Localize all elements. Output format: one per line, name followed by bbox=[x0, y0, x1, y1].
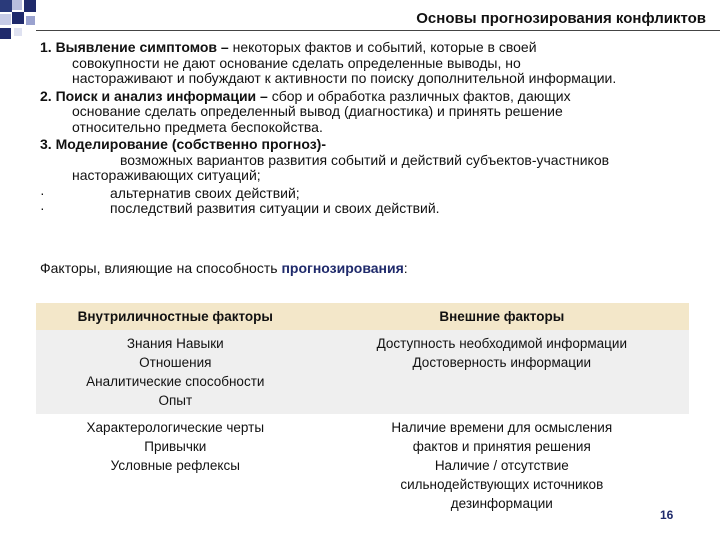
item-heading: 3. Моделирование (собственно прогноз)- bbox=[40, 136, 326, 152]
cell-line: Знания Навыки bbox=[126, 336, 224, 351]
item-heading: 2. Поиск и анализ информации – bbox=[40, 87, 272, 104]
cell-line: Наличие / отсутствие bbox=[434, 458, 569, 473]
cell-line: Достоверность информации bbox=[412, 355, 592, 370]
table-cell bbox=[36, 414, 315, 517]
list-item bbox=[40, 40, 712, 87]
list-item bbox=[40, 137, 712, 184]
table-header-row bbox=[36, 303, 689, 330]
cell-line: Характерологические черты bbox=[86, 420, 265, 435]
cell-line: Привычки bbox=[144, 439, 207, 454]
item-text: настораживающих ситуаций; bbox=[72, 167, 261, 183]
factors-intro bbox=[40, 260, 408, 276]
title-divider bbox=[36, 30, 720, 31]
cell-line: Доступность необходимой информации bbox=[376, 336, 627, 351]
slide-title: Основы прогнозирования конфликтов bbox=[416, 10, 706, 27]
bullet-marker: · bbox=[40, 200, 45, 216]
deco-square bbox=[12, 0, 22, 10]
item-text: возможных вариантов развития событий и действий субъектов-участников bbox=[120, 151, 610, 168]
bullet-text: последствий развития ситуации и своих действий. bbox=[110, 200, 440, 216]
item-text: настораживают и побуждают к активности по поиску дополнительной информации. bbox=[72, 70, 617, 86]
item-text: основание сделать определенный вывод (диагностика) и принять решение bbox=[72, 103, 563, 119]
table-row bbox=[36, 414, 689, 517]
cell-line: Условные рефлексы bbox=[110, 458, 240, 473]
cell-line: Отношения bbox=[139, 355, 212, 370]
factors-table bbox=[36, 303, 689, 517]
content-list bbox=[40, 40, 712, 217]
deco-square bbox=[14, 28, 22, 36]
table-cell bbox=[315, 330, 689, 414]
column-header-external: Внешние факторы bbox=[315, 303, 689, 330]
factors-prefix: Факторы, влияющие на способность bbox=[40, 260, 282, 276]
item-text: некоторых фактов и событий, которые в своей bbox=[232, 39, 537, 55]
item-text: совокупности не дают основание сделать определенные выводы, но bbox=[72, 54, 521, 71]
table-cell bbox=[36, 330, 315, 414]
cell-line: дезинформации bbox=[450, 496, 553, 511]
table-row bbox=[36, 330, 689, 414]
cell-line: Аналитические способности bbox=[86, 374, 265, 389]
sub-bullet bbox=[40, 186, 712, 202]
deco-square bbox=[0, 28, 11, 39]
table-cell bbox=[315, 414, 689, 517]
cell-line: сильнодействующих источников bbox=[400, 477, 604, 492]
item-text: относительно предмета беспокойства. bbox=[72, 118, 323, 135]
item-text: сбор и обработка различных фактов, дающих bbox=[271, 87, 571, 104]
page-number: 16 bbox=[660, 508, 674, 522]
cell-line: Наличие времени для осмысления bbox=[391, 420, 613, 435]
column-header-internal: Внутриличностные факторы bbox=[36, 303, 315, 330]
factors-keyword: прогнозирования bbox=[281, 260, 404, 276]
cell-line: Опыт bbox=[158, 393, 193, 408]
bullet-marker: · bbox=[40, 184, 45, 201]
bullet-text: альтернатив своих действий; bbox=[110, 184, 300, 201]
list-item bbox=[40, 89, 712, 136]
factors-suffix: : bbox=[403, 260, 408, 276]
item-heading: 1. Выявление симптомов – bbox=[40, 39, 233, 55]
cell-line: фактов и принятия решения bbox=[412, 439, 591, 454]
sub-bullet bbox=[40, 201, 712, 217]
